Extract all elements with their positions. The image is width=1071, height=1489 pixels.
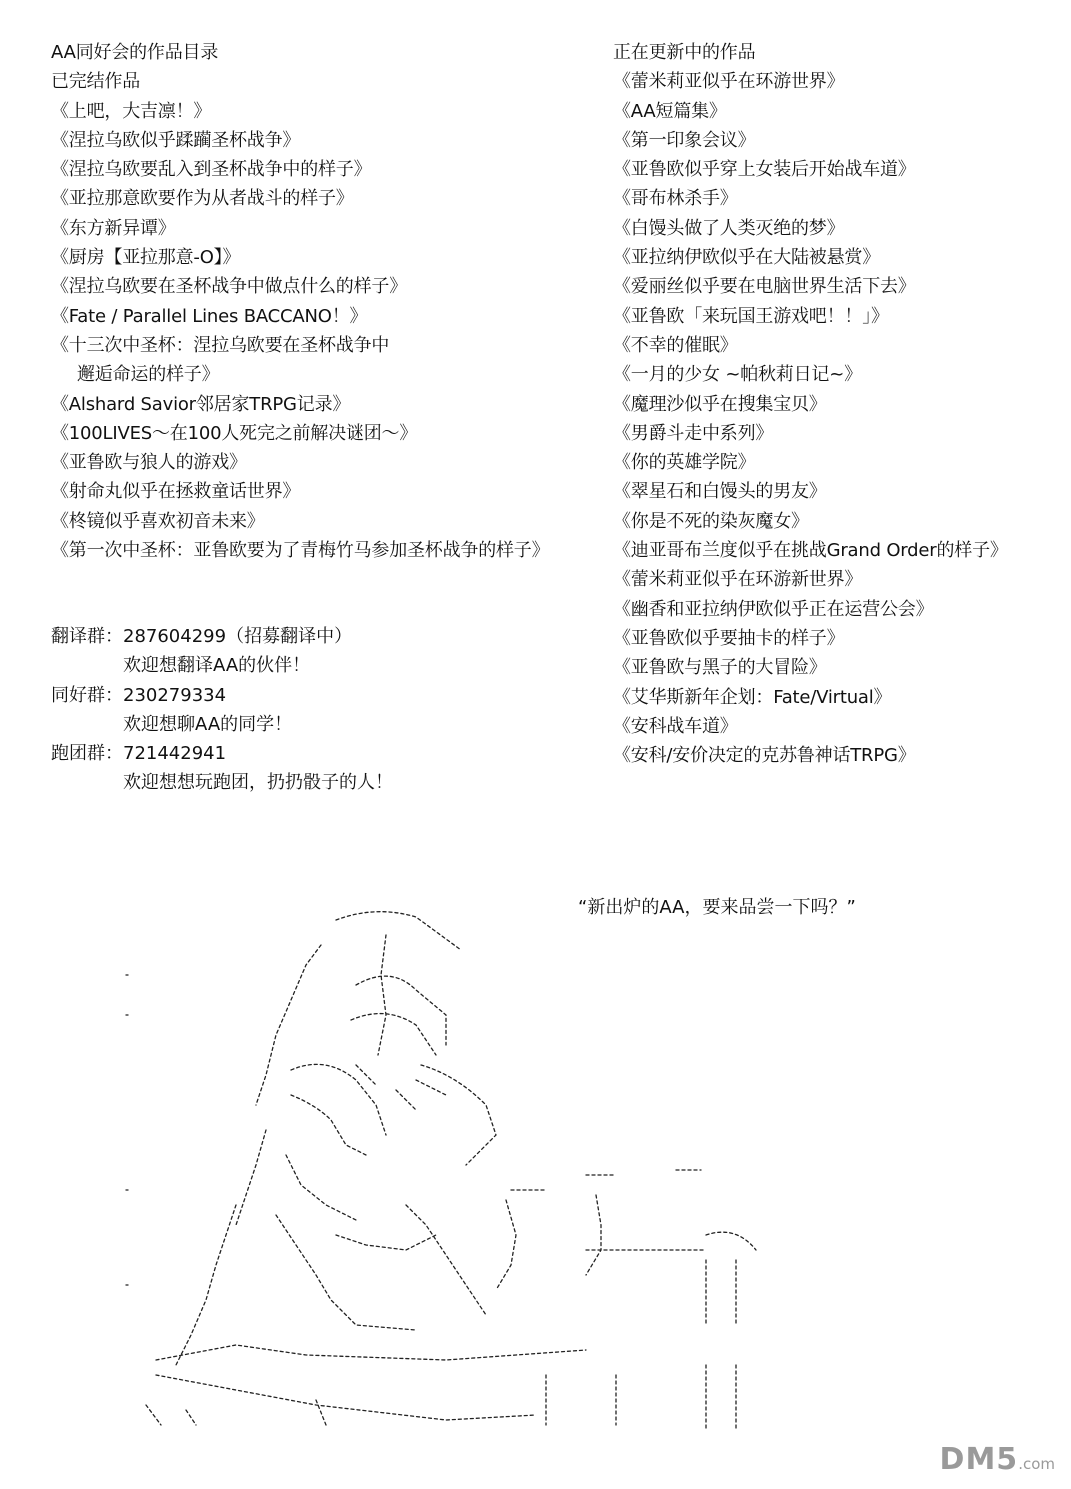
work-title: 《你的英雄学院》 bbox=[613, 452, 756, 474]
work-title-continuation: 邂逅命运的样子》 bbox=[77, 364, 220, 386]
work-title: 《哥布林杀手》 bbox=[613, 188, 738, 210]
work-title: 《男爵斗走中系列》 bbox=[613, 422, 774, 444]
work-title: 《第一印象会议》 bbox=[613, 129, 756, 151]
watermark-main: DM5 bbox=[939, 1442, 1019, 1477]
work-title: 《蕾米莉亚似乎在环游新世界》 bbox=[613, 569, 863, 591]
work-title: 《亚拉那意欧要作为从者战斗的样子》 bbox=[51, 188, 354, 210]
work-title: 《东方新异谭》 bbox=[51, 217, 176, 239]
completed-works-column bbox=[51, 38, 591, 565]
watermark-suffix: .com bbox=[1018, 1455, 1055, 1473]
ascii-art-illustration bbox=[116, 905, 776, 1445]
work-title: 《厨房【亚拉那意-O】》 bbox=[51, 247, 241, 269]
work-title: 《一月的少女 ~帕秋莉日记~》 bbox=[613, 364, 862, 386]
fan-group-note: 欢迎想聊AA的同学！ bbox=[123, 713, 293, 735]
work-title: 《Fate / Parallel Lines BACCANO！》 bbox=[51, 305, 368, 327]
speech-quote: “新出炉的AA，要来品尝一下吗？” bbox=[578, 897, 856, 918]
catalog-header: AA同好会的作品目录 bbox=[51, 42, 219, 63]
site-watermark bbox=[940, 1442, 1055, 1477]
trpg-group-number: 721442941 bbox=[123, 743, 227, 765]
work-title: 《Alshard Savior邻居家TRPG记录》 bbox=[51, 393, 351, 415]
work-title: 《亚鲁欧似乎穿上女装后开始战车道》 bbox=[613, 159, 916, 181]
work-title: 《翠星石和白馒头的男友》 bbox=[613, 481, 827, 503]
ascii-art-drawing bbox=[116, 905, 776, 1445]
ongoing-works-column bbox=[613, 38, 1063, 770]
work-title: 《安科战车道》 bbox=[613, 715, 738, 737]
work-title: 《亚鲁欧「来玩国王游戏吧！！」》 bbox=[613, 305, 889, 327]
trpg-group-row bbox=[51, 739, 571, 768]
fan-group-label: 同好群： bbox=[51, 684, 123, 706]
work-title: 《亚鲁欧似乎要抽卡的样子》 bbox=[613, 627, 845, 649]
work-title: 《你是不死的染灰魔女》 bbox=[613, 510, 809, 532]
work-title: 《涅拉乌欧要乱入到圣杯战争中的样子》 bbox=[51, 159, 372, 181]
work-title: 《十三次中圣杯：涅拉乌欧要在圣杯战争中 bbox=[51, 334, 390, 356]
work-title: 《不幸的催眠》 bbox=[613, 334, 738, 356]
work-title: 《涅拉乌欧似乎蹂躏圣杯战争》 bbox=[51, 129, 301, 151]
work-title: 《涅拉乌欧要在圣杯战争中做点什么的样子》 bbox=[51, 276, 407, 298]
fan-group-number: 230279334 bbox=[123, 684, 227, 706]
work-title: 《迪亚哥布兰度似乎在挑战Grand Order的样子》 bbox=[613, 540, 1008, 562]
work-title: 《蕾米莉亚似乎在环游世界》 bbox=[613, 71, 845, 93]
work-title: 《亚拉纳伊欧似乎在大陆被悬赏》 bbox=[613, 247, 880, 269]
completed-heading: 已完结作品 bbox=[51, 71, 140, 93]
work-title: 《幽香和亚拉纳伊欧似乎正在运营公会》 bbox=[613, 598, 934, 620]
work-title: 《亚鲁欧与狼人的游戏》 bbox=[51, 452, 247, 474]
work-title: 《第一次中圣杯：亚鲁欧要为了青梅竹马参加圣杯战争的样子》 bbox=[51, 540, 550, 562]
translation-group-row bbox=[51, 622, 571, 651]
trpg-group-label: 跑团群： bbox=[51, 743, 123, 765]
work-title: 《射命丸似乎在拯救童话世界》 bbox=[51, 481, 301, 503]
work-title: 《AA短篇集》 bbox=[613, 100, 727, 122]
work-title: 《亚鲁欧与黑子的大冒险》 bbox=[613, 657, 827, 679]
work-title: 《魔理沙似乎在搜集宝贝》 bbox=[613, 393, 827, 415]
translation-group-label: 翻译群： bbox=[51, 626, 123, 647]
work-title: 《安科/安价决定的克苏鲁神话TRPG》 bbox=[613, 745, 916, 767]
translation-group-number: 287604299（招募翻译中） bbox=[123, 626, 353, 647]
work-title: 《100LIVES～在100人死完之前解决谜团～》 bbox=[51, 422, 418, 444]
ongoing-heading: 正在更新中的作品 bbox=[613, 42, 756, 63]
fan-group-row bbox=[51, 681, 571, 710]
work-title: 《上吧，大吉凛！》 bbox=[51, 100, 212, 122]
work-title: 《艾华斯新年企划：Fate/Virtual》 bbox=[613, 686, 892, 708]
work-title: 《白馒头做了人类灭绝的梦》 bbox=[613, 217, 845, 239]
group-info bbox=[51, 622, 571, 798]
work-title: 《爱丽丝似乎要在电脑世界生活下去》 bbox=[613, 276, 916, 298]
trpg-group-note: 欢迎想想玩跑团，扔扔骰子的人！ bbox=[123, 772, 393, 794]
translation-group-note: 欢迎想翻译AA的伙伴！ bbox=[123, 655, 311, 677]
work-title: 《柊镜似乎喜欢初音未来》 bbox=[51, 510, 265, 532]
